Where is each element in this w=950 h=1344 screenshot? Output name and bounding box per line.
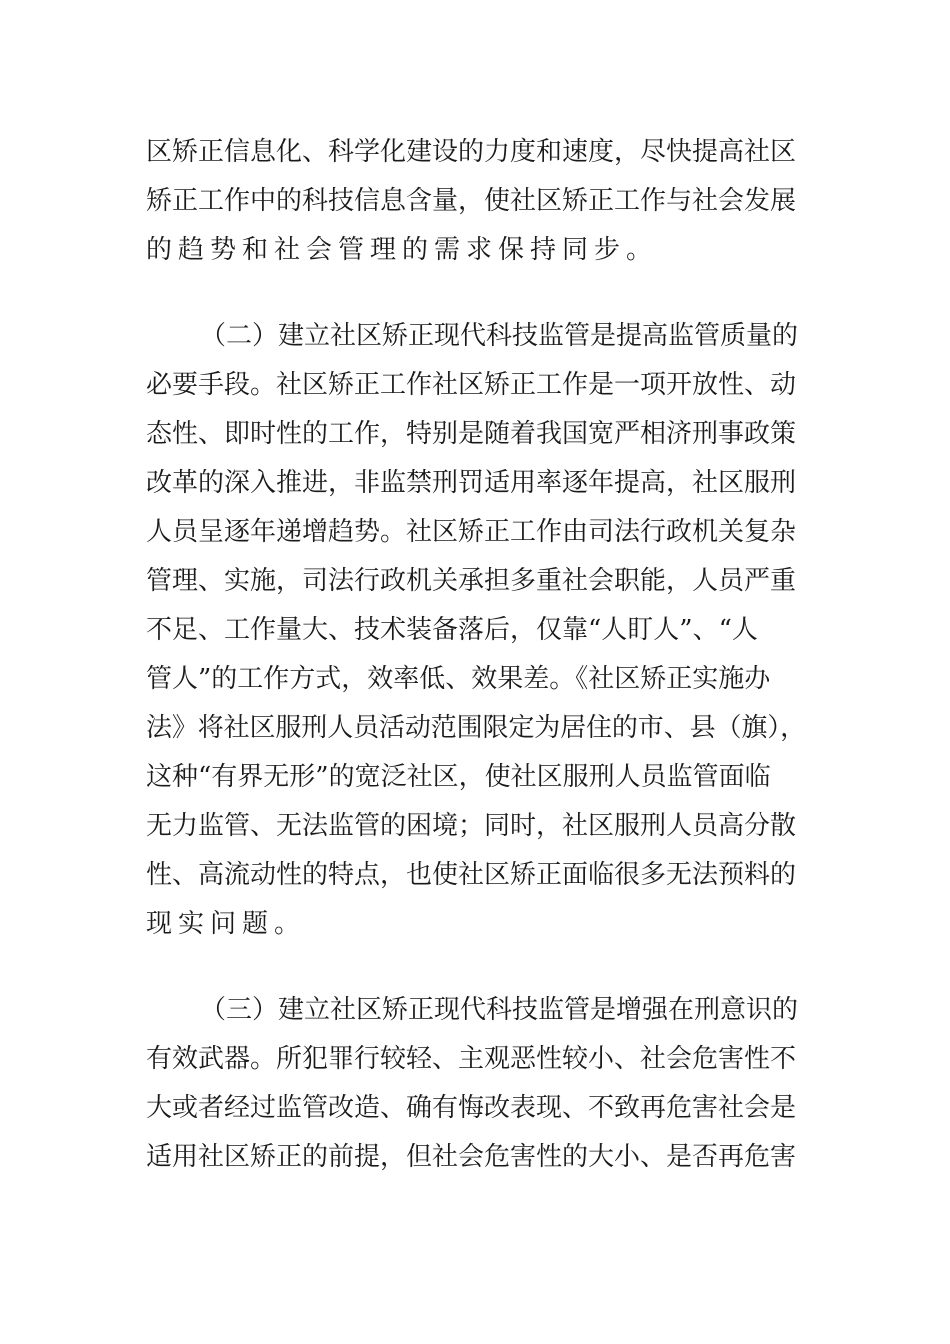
text-line: 矫正工作中的科技信息含量，使社区矫正工作与社会发展 bbox=[146, 186, 797, 216]
text-line: 适用社区矫正的前提，但社会危害性的大小、是否再危害 bbox=[146, 1142, 797, 1172]
text-line: 的趋势和社会管理的需求保持同步。 bbox=[146, 235, 659, 265]
text-line: 管理、实施，司法行政机关承担多重社会职能，人员严重 bbox=[146, 566, 797, 596]
text-line: 现实问题。 bbox=[146, 909, 307, 939]
text-line: 这种“有界无形”的宽泛社区，使社区服刑人员监管面临 bbox=[146, 762, 771, 792]
text-line: 无力监管、无法监管的困境；同时，社区服刑人员高分散 bbox=[146, 811, 797, 841]
text-line: 管人”的工作方式，效率低、效果差。《社区矫正实施办 bbox=[146, 664, 771, 694]
text-line: 区矫正信息化、科学化建设的力度和速度，尽快提高社区 bbox=[146, 137, 797, 167]
text-line: 必要手段。社区矫正工作社区矫正工作是一项开放性、动 bbox=[146, 370, 797, 400]
text-line: （三）建立社区矫正现代科技监管是增强在刑意识的 bbox=[200, 995, 799, 1025]
text-line: （二）建立社区矫正现代科技监管是提高监管质量的 bbox=[200, 321, 799, 351]
text-line: 改革的深入推进，非监禁刑罚适用率逐年提高，社区服刑 bbox=[146, 468, 797, 498]
text-line: 大或者经过监管改造、确有悔改表现、不致再危害社会是 bbox=[146, 1093, 797, 1123]
text-line: 有效武器。所犯罪行较轻、主观恶性较小、社会危害性不 bbox=[146, 1044, 797, 1074]
text-line: 人员呈逐年递增趋势。社区矫正工作由司法行政机关复杂 bbox=[146, 517, 797, 547]
text-line: 态性、即时性的工作，特别是随着我国宽严相济刑事政策 bbox=[146, 419, 797, 449]
text-line: 法》将社区服刑人员活动范围限定为居住的市、县（旗）， bbox=[146, 713, 807, 743]
text-line: 不足、工作量大、技术装备落后，仅靠“人盯人”、“人 bbox=[146, 615, 758, 645]
text-line: 性、高流动性的特点，也使社区矫正面临很多无法预料的 bbox=[146, 860, 797, 890]
